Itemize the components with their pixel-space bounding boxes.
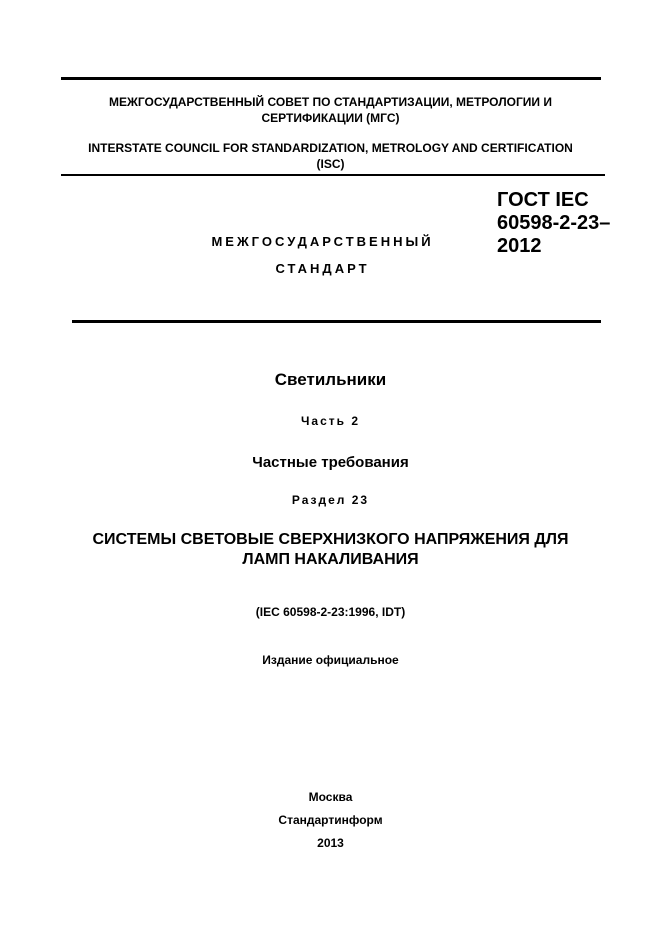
part-label: Часть 2 <box>300 414 361 428</box>
middle-rule <box>72 320 601 323</box>
council-en-line2: (ISC) <box>316 157 345 171</box>
imprint-publisher: Стандартинформ <box>278 813 383 827</box>
header-rule <box>61 174 605 176</box>
designation-line1: ГОСТ IEC <box>497 189 589 211</box>
council-ru-line2: СЕРТИФИКАЦИИ (МГС) <box>261 111 400 125</box>
standard-type-line1: МЕЖГОСУДАРСТВЕННЫЙ <box>211 234 434 249</box>
section-label: Раздел 23 <box>291 493 370 507</box>
iec-reference: (IEC 60598-2-23:1996, IDT) <box>255 605 406 619</box>
edition-note: Издание официальное <box>262 653 399 667</box>
standard-type-line2: СТАНДАРТ <box>275 261 370 276</box>
designation-line2: 60598-2-23– <box>497 212 611 234</box>
council-ru-line1: МЕЖГОСУДАРСТВЕННЫЙ СОВЕТ ПО СТАНДАРТИЗАЦИИ, МЕТРОЛОГИИ И <box>109 95 552 109</box>
document-title: Светильники <box>274 370 387 389</box>
council-en-line1: INTERSTATE COUNCIL FOR STANDARDIZATION, METROLOGY AND CERTIFICATION <box>88 141 573 155</box>
part-title: Частные требования <box>252 454 409 471</box>
section-title-line2: ЛАМП НАКАЛИВАНИЯ <box>242 551 419 568</box>
designation <box>497 189 610 258</box>
imprint-city: Москва <box>308 790 353 804</box>
designation-line3: 2012 <box>497 235 542 257</box>
section-title-line1: СИСТЕМЫ СВЕТОВЫЕ СВЕРХНИЗКОГО НАПРЯЖЕНИЯ ДЛЯ <box>92 531 569 548</box>
imprint-year: 2013 <box>317 836 344 850</box>
top-rule <box>61 77 601 80</box>
